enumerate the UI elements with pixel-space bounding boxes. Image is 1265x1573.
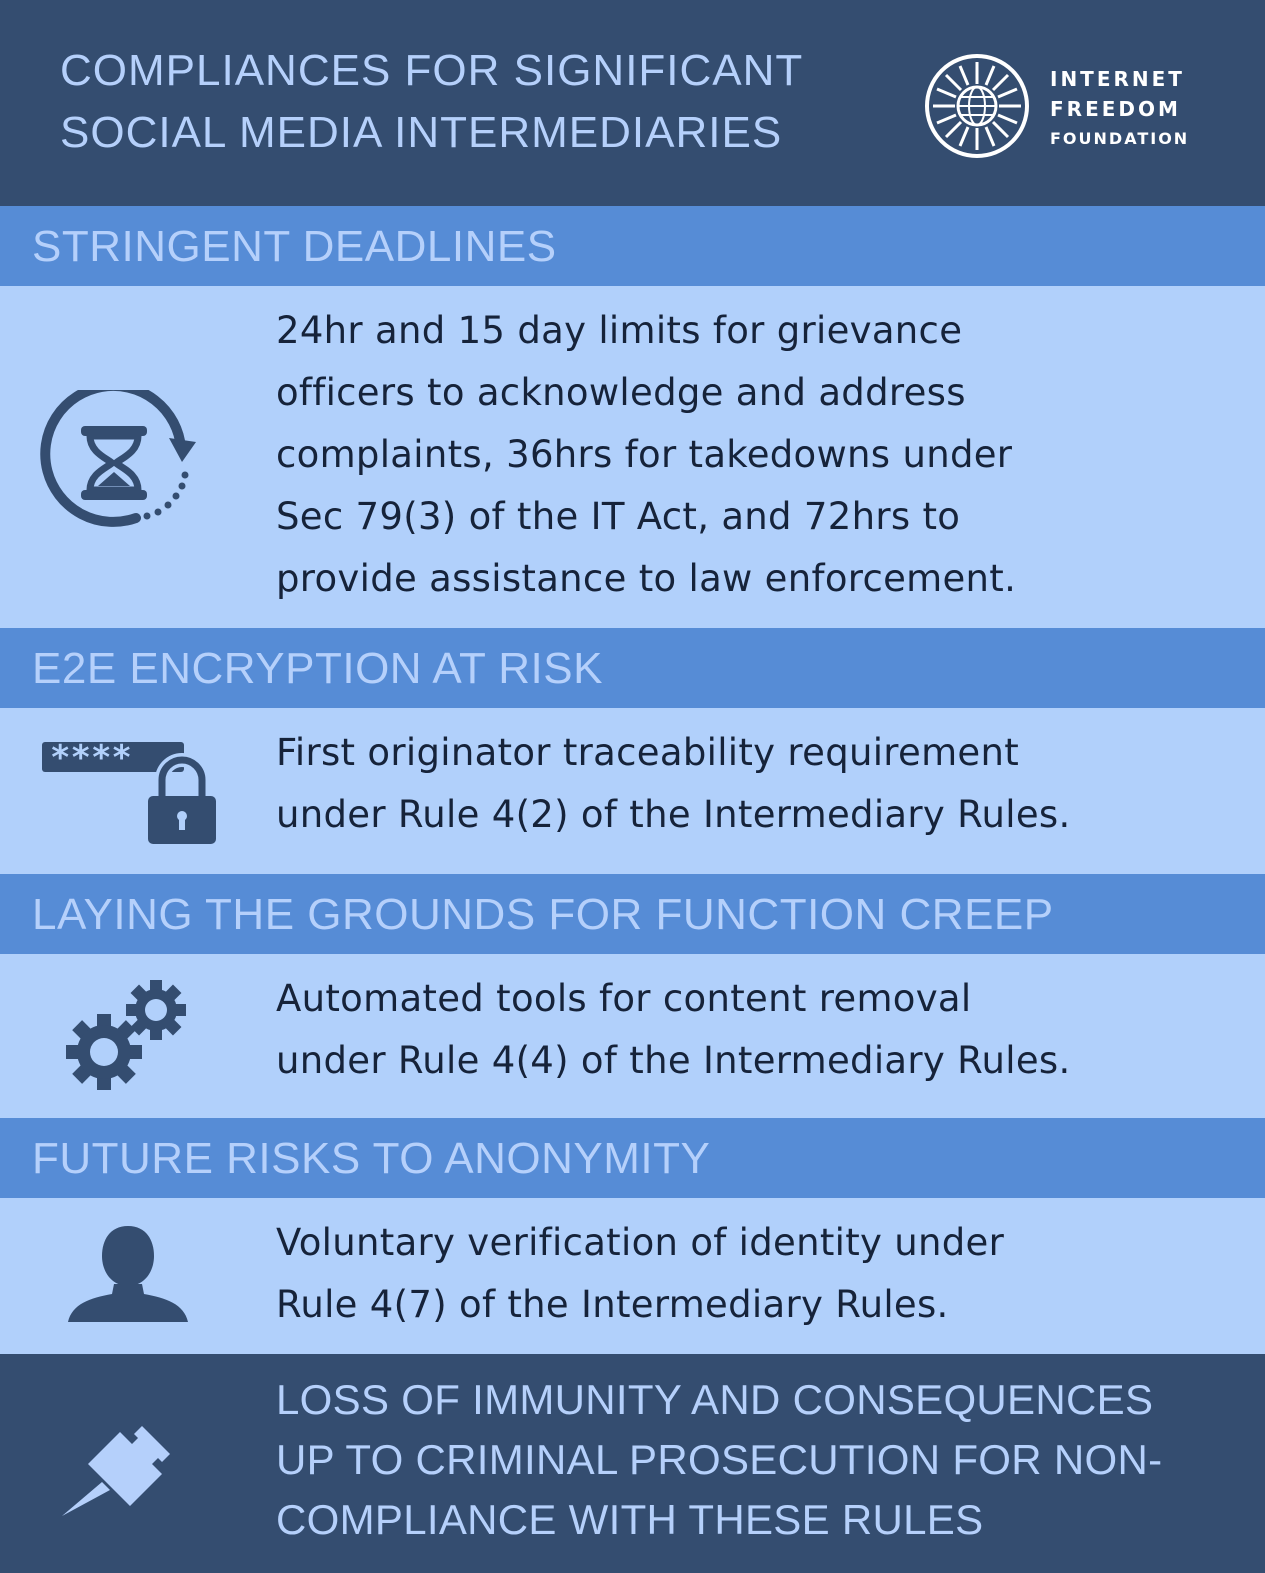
section-heading-text: STRINGENT DEADLINES — [32, 222, 557, 271]
logo-line-2: FREEDOM — [1050, 97, 1181, 121]
page-title-line-1: COMPLIANCES FOR SIGNIFICANT — [60, 46, 804, 95]
section-heading-text: LAYING THE GROUNDS FOR FUNCTION CREEP — [32, 890, 1054, 939]
section-text-anonymity: Voluntary verification of identity under Rule 4(7) of the Intermediary Rules. — [276, 1221, 1005, 1326]
section-body-encryption — [0, 708, 1265, 874]
section-body-deadlines — [0, 286, 1265, 628]
password-lock-icon — [42, 738, 218, 846]
page-title — [60, 40, 803, 164]
section-text-function-creep: Automated tools for content removal under Rule 4(4) of the Intermediary Rules. — [276, 977, 1071, 1082]
page-title-line-2: SOCIAL MEDIA INTERMEDIARIES — [60, 108, 783, 157]
hourglass-timer-icon — [36, 390, 200, 530]
footer-warning — [0, 1354, 1265, 1573]
section-text-deadlines: 24hr and 15 day limits for grievance officers to acknowledge and address complaints, 36hrs for takedowns under Sec 79(3) of the IT Act, and 72hrs to provide assistance to law enforcement. — [276, 309, 1017, 600]
logo-line-1: INTERNET — [1050, 67, 1185, 91]
section-heading-deadlines — [0, 206, 1265, 286]
pushpin-icon — [58, 1416, 178, 1520]
password-mask: **** — [50, 738, 132, 778]
section-heading-anonymity — [0, 1118, 1265, 1198]
section-heading-function-creep — [0, 874, 1265, 954]
person-silhouette-icon — [66, 1224, 190, 1324]
section-text-encryption: First originator traceability requirement under Rule 4(2) of the Intermediary Rules. — [276, 731, 1071, 836]
header-banner — [0, 0, 1265, 206]
gears-icon — [64, 980, 194, 1092]
footer-text: LOSS OF IMMUNITY AND CONSEQUENCES UP TO CRIMINAL PROSECUTION FOR NON- COMPLIANCE WITH THESE RULES — [276, 1376, 1163, 1543]
section-heading-text: E2E ENCRYPTION AT RISK — [32, 644, 603, 693]
section-body-function-creep — [0, 954, 1265, 1118]
section-body-anonymity — [0, 1198, 1265, 1354]
logo-wordmark — [1050, 64, 1189, 154]
section-heading-encryption — [0, 628, 1265, 708]
section-heading-text: FUTURE RISKS TO ANONYMITY — [32, 1134, 711, 1183]
globe-wheel-icon — [920, 54, 1034, 158]
logo-line-3: FOUNDATION — [1050, 129, 1190, 148]
